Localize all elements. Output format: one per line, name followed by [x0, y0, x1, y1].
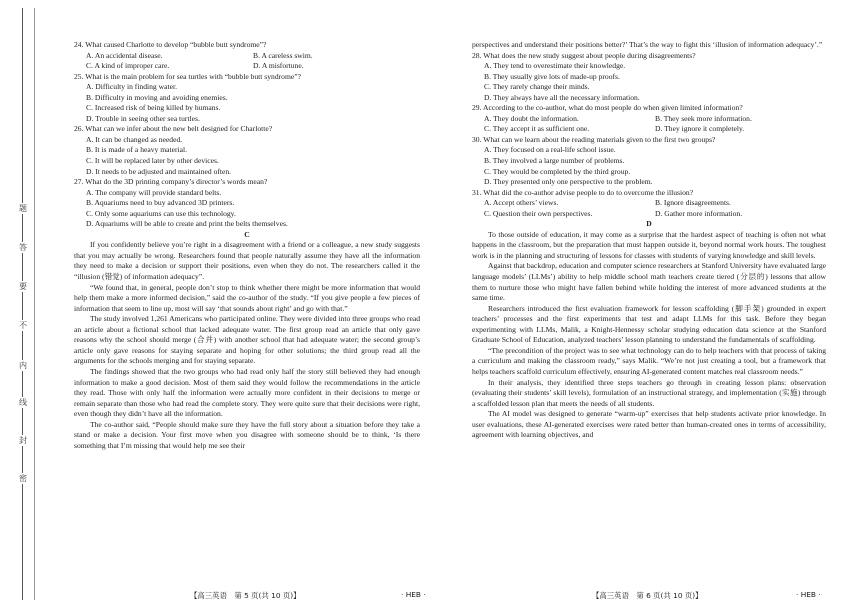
option: D. They always have all the necessary information.: [484, 92, 640, 102]
option: A. The company will provide standard belts.: [86, 187, 222, 197]
question: 26. What can we infer about the new belt designed for Charlotte?: [74, 124, 273, 134]
section-letter: D: [646, 219, 652, 229]
option-row: [484, 124, 826, 135]
option: C. Only some aquariums can use this technology.: [86, 208, 236, 218]
right-page-code: · HEB ·: [796, 590, 821, 599]
option: A. They tend to overestimate their knowledge.: [484, 61, 626, 71]
option: C. It will be replaced later by other devices.: [86, 156, 219, 166]
option: B. They usually give lots of made-up proofs.: [484, 71, 620, 81]
question: 27. What do the 3D printing company’s director’s words mean?: [74, 177, 268, 187]
section-letter: C: [244, 229, 250, 239]
binding-line-inner: [34, 8, 35, 600]
option-row: [86, 61, 420, 72]
binding-mark: 要: [16, 281, 30, 292]
binding-mark: 内: [16, 360, 30, 371]
paragraph: Researchers introduced the first evaluation framework for lesson scaffolding (脚手架) grounded in expert teachers’ processes and the first experiments that test and adapt LLMs for this task. Before they began experimenting with LLMs, Malik, a Knight-Hennessy scholar studying education data science at the Stanford Graduate School of Education, analyzed teachers’ lesson planning to understand the fundamentals of scaffolding.: [472, 303, 826, 345]
option-row: [86, 51, 420, 62]
option: D. A misfortune.: [253, 61, 304, 71]
question: 28. What does the new study suggest about people during disagreements?: [472, 50, 696, 60]
paragraph: perspectives and understand their positions better?’ That’s the way to fight this ‘illusion of information adequacy’.”: [472, 40, 823, 49]
option: A. They focused on a real-life school issue.: [484, 145, 616, 155]
option-row: [484, 114, 826, 125]
option: D. They ignore it completely.: [655, 124, 745, 134]
right-column: [472, 40, 826, 441]
option: D. Gather more information.: [655, 208, 743, 218]
paragraph: The findings showed that the two groups who had read only half the story still believed they had enough information to make a good decision. Most of them said they would follow the recommendations in the article they read. Those with only half the information were actually more confident in their decisions to merge or remain separate than those who had read the complete story. They were quite sure that their decisions were right, even though they didn’t have all the information.: [74, 366, 420, 419]
question: 29. According to the co-author, what do most people do when given limited information?: [472, 103, 743, 113]
option: A. They doubt the information.: [484, 113, 579, 123]
option: C. Question their own perspectives.: [484, 208, 593, 218]
paragraph: If you confidently believe you’re right in a disagreement with a friend or a colleague, a new study suggests that you may actually be wrong. Researchers found that people naturally assume they have all the information they need to make a decision or support their positions, even when they do not. The researchers called it the “illusion (错觉) of information adequacy”.: [74, 240, 420, 282]
option: D. They presented only one perspective to the problem.: [484, 177, 653, 187]
paragraph: To those outside of education, it may come as a surprise that the hardest aspect of teaching is often not what happens in the classroom, but the preparation that must happen outside it, beyond normal work hours. The toughest work is in the planning and structuring of lessons for classes with students of varying knowledge and skill levels.: [472, 229, 826, 260]
option: B. It is made of a heavy material.: [86, 145, 188, 155]
option: C. They accept it as sufficient one.: [484, 124, 590, 134]
left-column: [74, 40, 420, 451]
binding-mark: 封: [16, 435, 30, 446]
option: A. It can be changed as needed.: [86, 134, 183, 144]
left-page-code: · HEB ·: [401, 590, 426, 599]
option: C. They rarely change their minds.: [484, 82, 590, 92]
paragraph: “We found that, in general, people don’t stop to think whether there might be more information that would help them make a more informed decision,” said the co-author of the study. “If you give people a few pieces of information that seem to line up, most will say ‘that sounds about right’ and go with that.”: [74, 282, 420, 313]
option: B. They seek more information.: [655, 113, 752, 123]
option: C. They would be completed by the third group.: [484, 166, 631, 176]
option: D. Aquariums will be able to create and print the belts themselves.: [86, 219, 288, 229]
paragraph: Against that backdrop, education and computer science researchers at Stanford University have evaluated large language models’ (LLMs’) ability to help middle school math teachers create tiered (分层的) lessons that allow them to nurture those who might have fallen behind while holding the interest of more advanced students at the same time.: [472, 261, 826, 303]
question: 25. What is the main problem for sea turtles with “bubble butt syndrome”?: [74, 71, 301, 81]
option: B. A careless swim.: [253, 50, 313, 60]
option: A. Difficulty in finding water.: [86, 82, 177, 92]
option: B. Ignore disagreements.: [655, 198, 731, 208]
binding-margin: [0, 0, 50, 608]
question: 30. What can we learn about the reading materials given to the first two groups?: [472, 134, 716, 144]
option: D. It needs to be adjusted and maintained often.: [86, 166, 232, 176]
option: B. Difficulty in moving and avoiding enemies.: [86, 92, 228, 102]
option-row: [484, 198, 826, 209]
option: A. Accept others’ views.: [484, 198, 559, 208]
question: 24. What caused Charlotte to develop “bubble butt syndrome”?: [74, 40, 267, 49]
paragraph: The study involved 1,261 Americans who participated online. They were divided into three groups who read an article about a fictional school that lacked adequate water. The first group read an article that only gave reasons why the school should merge (合并) with another school that had adequate water; the second group’s article only gave reasons for staying separate and hoping for other solutions; the third group read all the arguments for the schools merging and for staying separate.: [74, 314, 420, 366]
binding-mark: 题: [16, 203, 30, 214]
binding-mark: 不: [16, 320, 30, 331]
option: D. Trouble in seeing other sea turtles.: [86, 113, 200, 123]
option: A. An accidental disease.: [86, 50, 163, 60]
paragraph: In their analysis, they identified three steps teachers go through in creating lesson plans: observation (evaluating their students’ skill levels), formulation of an instructional strategy, and implementation (实施) through a scaffolded lesson plan that meets the needs of all students.: [472, 377, 826, 408]
binding-mark: 密: [16, 473, 30, 484]
binding-mark: 线: [16, 397, 30, 408]
left-page-footer: 【高三英语 第 5 页(共 10 页)】: [190, 591, 301, 600]
binding-mark: 答: [16, 242, 30, 253]
right-page-footer: 【高三英语 第 6 页(共 10 页)】: [592, 591, 703, 600]
option: B. They involved a large number of problems.: [484, 156, 625, 166]
option: C. A kind of improper care.: [86, 61, 170, 71]
binding-line: [22, 8, 23, 600]
paragraph: The AI model was designed to generate “warm-up” exercises that help students activate prior knowledge. In user evaluations, these AI-generated exercises were rated better than human-created ones in terms of accessibility, agreement with learning objectives, and: [472, 409, 826, 440]
option: B. Aquariums need to buy advanced 3D printers.: [86, 198, 235, 208]
question: 31. What did the co-author advise people to do to overcome the illusion?: [472, 187, 694, 197]
option: C. Increased risk of being killed by humans.: [86, 103, 221, 113]
paragraph: “The precondition of the project was to see what technology can do to help teachers with that process of taking a curriculum and making the classroom ready,” says Malik. “We’re not just creating a tool, but a framework that helps teachers scaffold curriculum effectively, ensuring AI-generated content matches real classroom needs.”: [472, 345, 826, 376]
paragraph: The co-author said, “People should make sure they have the full story about a situation before they take a stand or make a decision. Your first move when you disagree with someone should be to think, ‘Is there something that I’m missing that would help me see their: [74, 419, 420, 450]
option-row: [484, 209, 826, 220]
